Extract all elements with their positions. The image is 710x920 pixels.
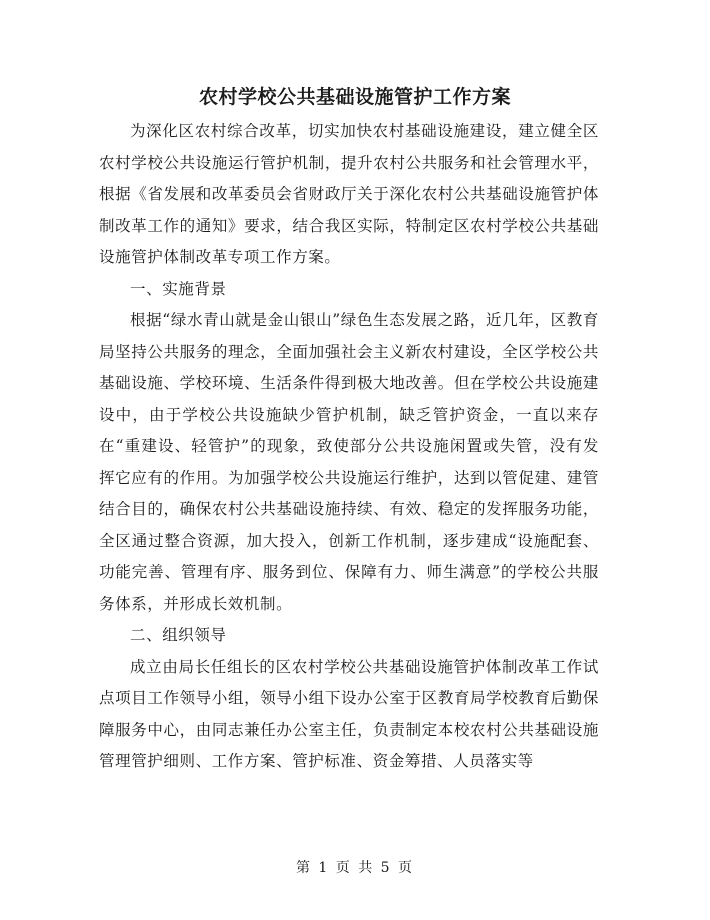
page-number-footer: 第 1 页 共 5 页: [295, 860, 415, 876]
intro-paragraph: 为深化区农村综合改革，切实加快农村基础设施建设，建立健全区农村学校公共设施运行管护机制，提升农村公共服务和社会管理水平，根据《省发展和改革委员会省财政厅关于深化农村公共基础设施管护体制改革工作的通知》要求，结合我区实际，特制定区农村学校公共基础设施管护体制改革专项工作方案。: [99, 122, 599, 266]
document-title: 农村学校公共基础设施管护工作方案: [198, 86, 511, 108]
section-heading-leadership: 二、组织领导: [130, 626, 227, 644]
document-body: [99, 116, 599, 778]
section-heading-background: 一、实施背景: [130, 279, 227, 298]
section-paragraph-leadership: 成立由局长任组长的区农村学校公共基础设施管护体制改革工作试点项目工作领导小组，领导小组下设办公室于区教育局学校教育后勤保障服务中心，由同志兼任办公室主任，负责制定本校农村公共基础设施管理管护细则、工作方案、管护标准、资金筹措、人员落实等: [99, 657, 599, 770]
section-paragraph-background: 根据“绿水青山就是金山银山”绿色生态发展之路，近几年，区教育局坚持公共服务的理念，全面加强社会主义新农村建设，全区学校公共基础设施、学校环境、生活条件得到极大地改善。但在学校公共设施建设中，由于学校公共设施缺少管护机制，缺乏管护资金，一直以来存在“重建设、轻管护”的现象，致使部分公共设施闲置或失管，没有发挥它应有的作用。为加强学校公共设施运行维护，达到以管促建、建管结合目的，确保农村公共基础设施持续、有效、稳定的发挥服务功能，全区通过整合资源，加大投入，创新工作机制，逐步建成“设施配套、功能完善、管理有序、服务到位、保障有力、师生满意”的学校公共服务体系，并形成长效机制。: [99, 311, 599, 613]
